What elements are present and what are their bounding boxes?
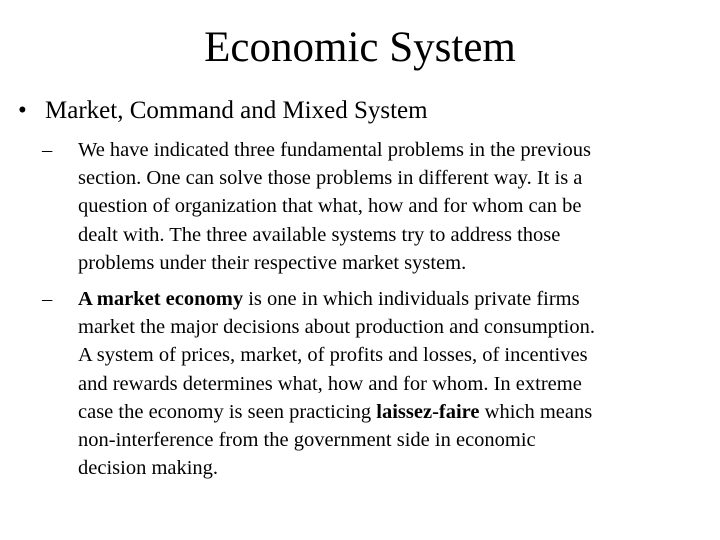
paragraph-text: is one in which individuals private firms — [243, 288, 580, 310]
paragraph-text: which means — [479, 400, 593, 423]
sub-bullet-2-text — [78, 285, 698, 482]
paragraph-line: decision making. — [78, 457, 219, 480]
paragraph-text: case the economy is seen practicing — [78, 400, 377, 423]
paragraph-line: problems under their respective market system. — [78, 251, 467, 274]
paragraph-line: and rewards determines what, how and for whom. In extreme — [78, 372, 582, 395]
paragraph-line: A system of prices, market, of profits and losses, of incentives — [78, 344, 588, 367]
paragraph-line: non-interference from the government side in economic — [78, 429, 536, 452]
paragraph-line: We have indicated three fundamental problems in the previous — [78, 139, 591, 161]
bold-term-laissez-faire: laissez-faire — [376, 400, 480, 423]
paragraph-line: section. One can solve those problems in different way. It is a — [78, 167, 583, 190]
slide-title: Economic System — [204, 24, 516, 71]
paragraph-line: market the major decisions about production and consumption. — [78, 316, 595, 339]
bullet-text: Market, Command and Mixed System — [45, 97, 428, 124]
bullet-marker: • — [18, 97, 27, 124]
paragraph-line — [78, 285, 698, 313]
paragraph-line: dealt with. The three available systems try to address those — [78, 223, 561, 246]
sub-bullet-marker: – — [42, 288, 53, 310]
bold-term-market-economy: A market economy — [78, 288, 244, 310]
paragraph-line — [78, 398, 698, 426]
paragraph-line: question of organization that what, how and for whom can be — [78, 195, 582, 218]
sub-bullet-marker: – — [42, 139, 53, 161]
sub-bullet-1-text — [78, 136, 698, 277]
